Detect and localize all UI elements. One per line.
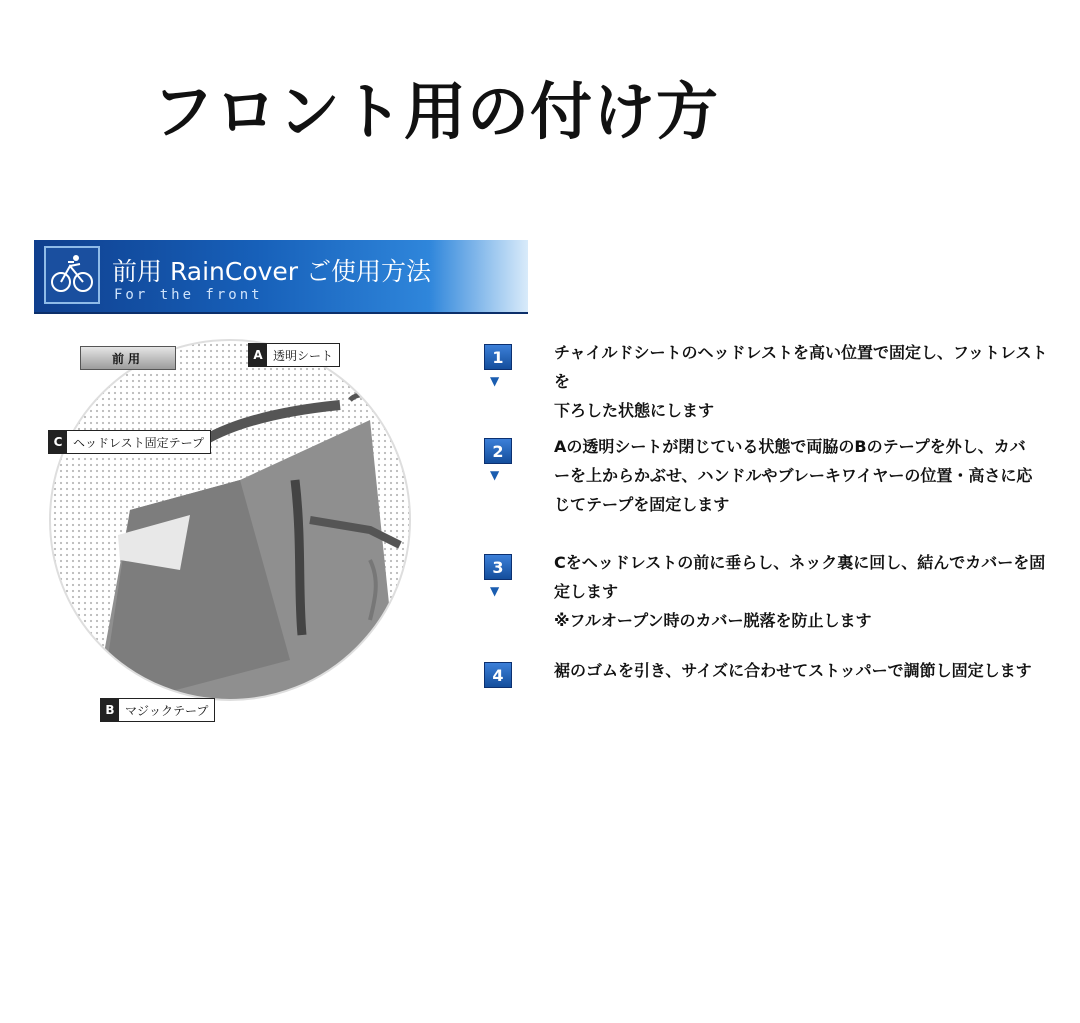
label-a-transparent-sheet xyxy=(248,343,340,367)
step-number: 2 xyxy=(484,438,512,464)
down-arrow-icon: ▼ xyxy=(490,584,500,598)
step-text xyxy=(554,338,1054,425)
step-text xyxy=(554,432,1054,519)
down-arrow-icon: ▼ xyxy=(490,468,500,482)
banner-subtitle: For the front xyxy=(114,287,263,303)
step-line: ※フルオープン時のカバー脱落を防止します xyxy=(554,611,872,630)
page-title: フロント用の付け方 xyxy=(152,75,720,148)
bicycle-logo-icon xyxy=(44,246,100,304)
step-line: Cをヘッドレストの前に垂らし、ネック裏に回し、結んでカバーを固 xyxy=(554,553,1046,572)
step-number: 4 xyxy=(484,662,512,688)
front-use-tag: 前用 xyxy=(80,346,176,370)
label-c-key: C xyxy=(49,431,67,453)
step-text xyxy=(554,656,1054,685)
step-line: 裾のゴムを引き、サイズに合わせてストッパーで調節し固定します xyxy=(554,661,1032,680)
step-text xyxy=(554,548,1054,635)
step-number: 3 xyxy=(484,554,512,580)
banner-title: 前用 RainCover ご使用方法 xyxy=(112,257,432,286)
step-line: チャイルドシートのヘッドレストを高い位置で固定し、フットレストを xyxy=(554,343,1048,391)
label-c-text: ヘッドレスト固定テープ xyxy=(73,435,205,450)
step-line: Aの透明シートが閉じている状態で両脇のBのテープを外し、カバ xyxy=(554,437,1026,456)
step-line: 下ろした状態にします xyxy=(554,401,715,420)
label-c-headrest-tape xyxy=(48,430,211,454)
down-arrow-icon: ▼ xyxy=(490,374,500,388)
label-b-key: B xyxy=(101,699,119,721)
rain-cover-illustration xyxy=(40,330,460,730)
step-line: じてテープを固定します xyxy=(554,495,730,514)
label-b-text: マジックテープ xyxy=(125,703,209,718)
step-line: 定します xyxy=(554,582,619,601)
label-b-velcro xyxy=(100,698,215,722)
label-a-text: 透明シート xyxy=(273,348,334,363)
step-number: 1 xyxy=(484,344,512,370)
label-a-key: A xyxy=(249,344,267,366)
instruction-banner xyxy=(34,240,528,312)
step-line: ーを上からかぶせ、ハンドルやブレーキワイヤーの位置・高さに応 xyxy=(554,466,1033,485)
